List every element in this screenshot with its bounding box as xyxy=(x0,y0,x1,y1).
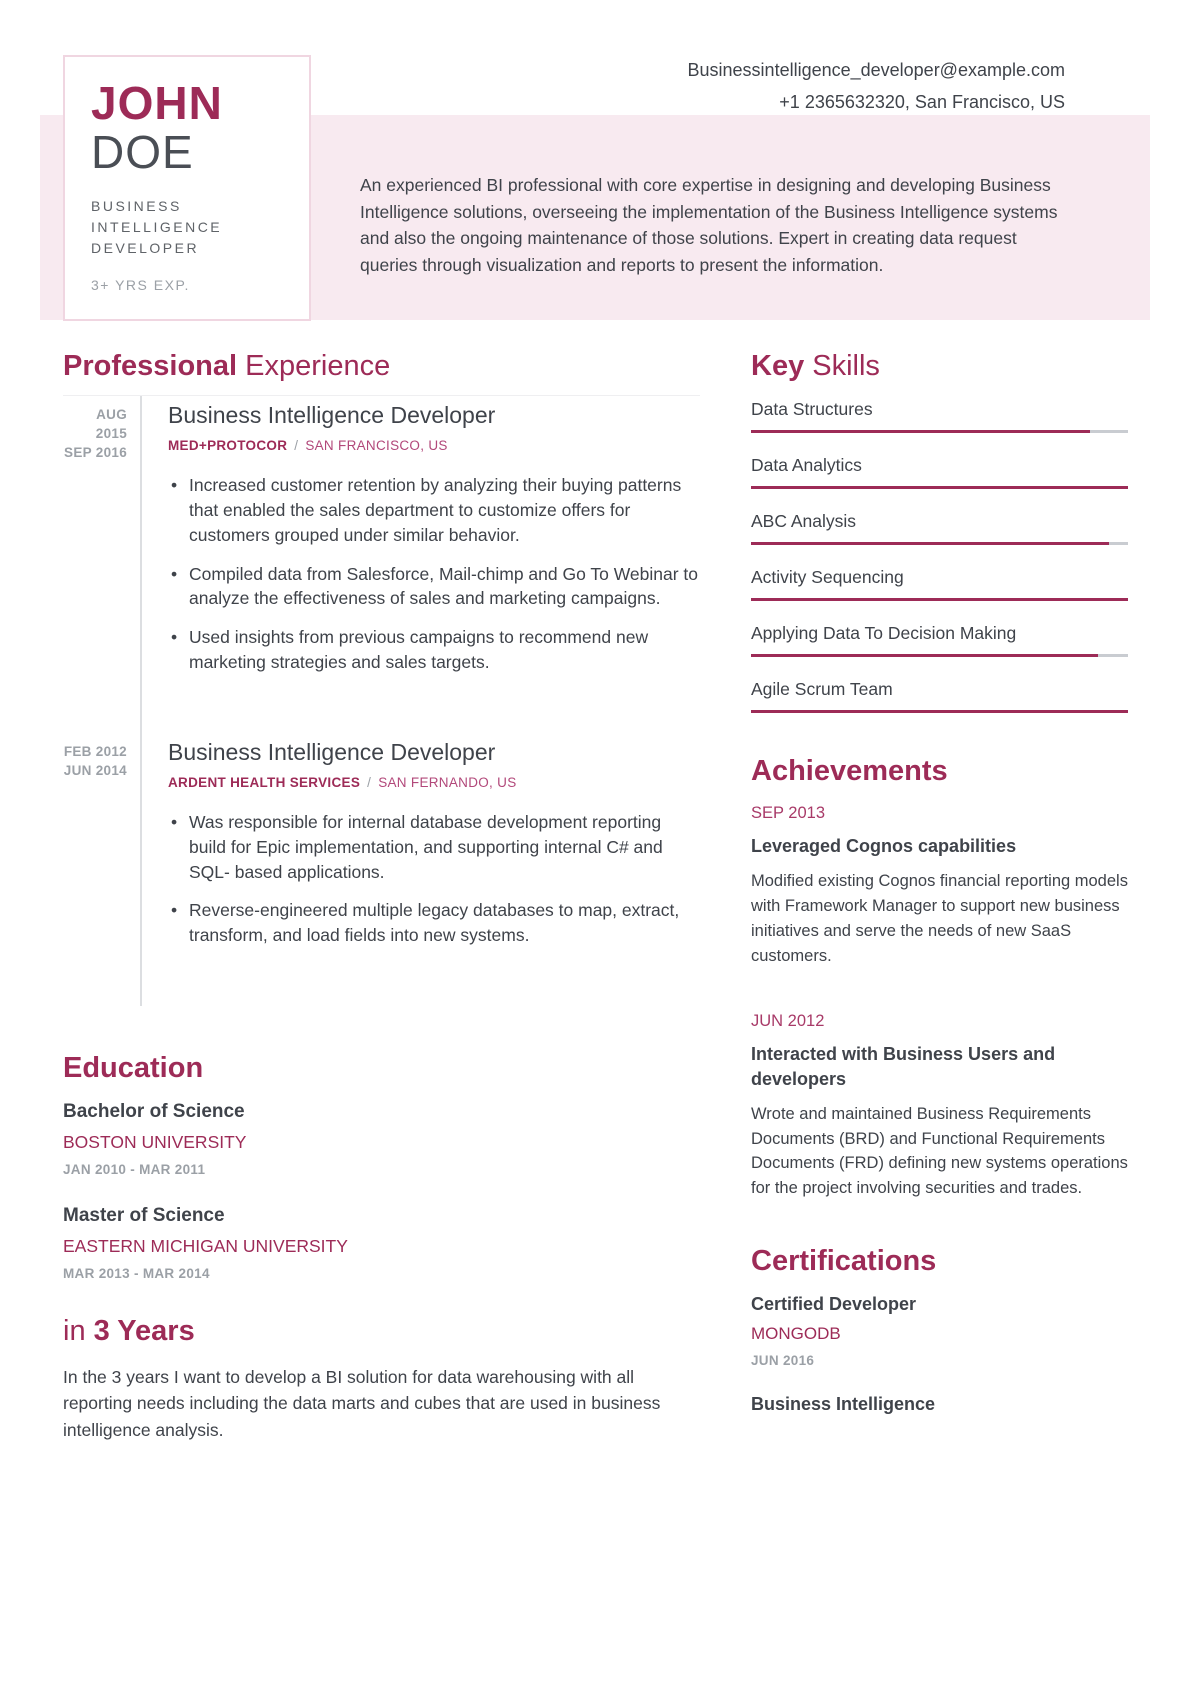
skill-item xyxy=(751,455,1128,489)
job-entry xyxy=(63,733,700,1006)
skills-list xyxy=(751,399,1128,713)
job-location: SAN FRANCISCO, US xyxy=(305,438,448,453)
meta-separator: / xyxy=(294,438,299,453)
education-section xyxy=(63,1052,700,1281)
heading-bold: Certifications xyxy=(751,1244,937,1277)
skill-label: Agile Scrum Team xyxy=(751,679,893,699)
job-date-from: AUG 2015 xyxy=(95,407,127,441)
job-company: ARDENT HEALTH SERVICES xyxy=(168,774,361,790)
skill-bar xyxy=(751,710,1128,713)
school: BOSTON UNIVERSITY xyxy=(63,1132,247,1153)
main-content xyxy=(0,330,1191,1443)
job-meta xyxy=(168,775,700,790)
skill-item xyxy=(751,623,1128,657)
job-bullet: • Used insights from previous campaigns to recommend new marketing strategies and sales targets. xyxy=(168,625,700,675)
skill-item xyxy=(751,511,1128,545)
future-goals-section xyxy=(63,1315,700,1443)
job-date-from: FEB 2012 xyxy=(63,743,127,759)
first-name: JOHN xyxy=(91,77,223,129)
contact-phone-location: +1 2365632320, San Francisco, US xyxy=(779,91,1065,112)
achievements-section xyxy=(751,755,1128,1201)
job-entry xyxy=(63,396,700,733)
degree: Bachelor of Science xyxy=(63,1101,245,1123)
job-body xyxy=(140,733,700,1006)
heading-regular: Skills xyxy=(812,350,880,382)
skill-bar xyxy=(751,654,1128,657)
job-bullet: • Was responsible for internal database development reporting build for Epic implementation, and supporting internal C# and SQL- based applications. xyxy=(168,810,700,885)
job-body xyxy=(140,396,700,733)
role-title: BUSINESS INTELLIGENCE DEVELOPER xyxy=(91,197,223,256)
skills-section-heading xyxy=(751,350,1128,383)
experience-badge: 3+ YRS EXP. xyxy=(91,276,190,293)
skill-bar-fill xyxy=(751,486,1128,489)
certifications-section-heading xyxy=(751,1245,1128,1278)
heading-regular: in xyxy=(63,1315,86,1348)
job-dates xyxy=(63,733,140,1006)
skill-item xyxy=(751,567,1128,601)
certification-entry xyxy=(751,1294,1128,1368)
meta-separator: / xyxy=(367,774,372,790)
heading-bold: Education xyxy=(63,1052,204,1085)
heading-regular: Experience xyxy=(245,350,391,382)
education-entry xyxy=(63,1101,700,1177)
achievements-section-heading xyxy=(751,755,1128,788)
name-box xyxy=(63,55,311,321)
school: EASTERN MICHIGAN UNIVERSITY xyxy=(63,1236,348,1257)
certification-org: MONGODB xyxy=(751,1323,841,1343)
job-company: MED+PROTOCOR xyxy=(168,438,288,453)
education-entry xyxy=(63,1205,700,1281)
heading-bold: Key xyxy=(751,350,805,382)
skill-bar-fill xyxy=(751,430,1090,433)
achievement-entry xyxy=(751,1012,1128,1201)
heading-bold: Professional xyxy=(63,350,238,382)
achievement-title: Leveraged Cognos capabilities xyxy=(751,836,1017,856)
skill-bar xyxy=(751,430,1128,433)
job-bullet-list xyxy=(168,473,700,675)
skill-item xyxy=(751,679,1128,713)
achievement-title: Interacted with Business Users and developers xyxy=(751,1044,1056,1089)
skill-label: Data Analytics xyxy=(751,455,862,475)
job-bullet: • Increased customer retention by analyzing their buying patterns that enabled the sales department to customize offers for customers grouped under similar behavior. xyxy=(168,473,700,548)
education-dates: JAN 2010 - MAR 2011 xyxy=(63,1162,206,1178)
skill-bar-fill xyxy=(751,654,1098,657)
job-location: SAN FERNANDO, US xyxy=(378,774,517,790)
degree: Master of Science xyxy=(63,1205,225,1227)
job-date-to: SEP 2016 xyxy=(64,444,127,460)
skill-label: Activity Sequencing xyxy=(751,567,904,587)
education-dates: MAR 2013 - MAR 2014 xyxy=(63,1266,210,1282)
achievement-text: Wrote and maintained Business Requirements Documents (BRD) and Functional Requirements Documents (FRD) defining new systems operations for the project involving securities and trades. xyxy=(751,1104,1128,1198)
certification-title: Certified Developer xyxy=(751,1293,917,1314)
future-section-heading xyxy=(63,1315,700,1348)
skill-bar-fill xyxy=(751,598,1128,601)
skill-bar xyxy=(751,486,1128,489)
certification-date: JUN 2016 xyxy=(751,1352,815,1368)
achievement-entry xyxy=(751,804,1128,968)
job-title: Business Intelligence Developer xyxy=(168,738,496,765)
job-date-to: JUN 2014 xyxy=(63,762,127,778)
skill-label: Data Structures xyxy=(751,399,873,419)
job-meta xyxy=(168,438,700,453)
right-column xyxy=(751,350,1128,1443)
job-dates xyxy=(63,396,140,733)
contact-email: Businessintelligence_developer@example.com xyxy=(687,60,1065,80)
contact-block xyxy=(688,55,1065,118)
heading-bold: Achievements xyxy=(751,755,948,787)
certification-entry xyxy=(751,1394,1128,1415)
skill-bar xyxy=(751,598,1128,601)
job-bullet: • Compiled data from Salesforce, Mail-chimp and Go To Webinar to analyze the effectiveness of sales and marketing campaigns. xyxy=(168,562,700,612)
heading-bold: 3 Years xyxy=(93,1315,195,1348)
job-bullet-list xyxy=(168,810,700,948)
certifications-section xyxy=(751,1245,1128,1415)
skill-bar xyxy=(751,542,1128,545)
achievement-text: Modified existing Cognos financial reporting models with Framework Manager to support new business initiatives and serve the needs of new SaaS customers. xyxy=(751,872,1128,965)
job-bullet: • Reverse-engineered multiple legacy databases to map, extract, transform, and load fields into new systems. xyxy=(168,898,700,948)
profile-summary: An experienced BI professional with core expertise in designing and developing Business Intelligence solutions, overseeing the implementation of the Business Intelligence systems and also the ongoing maintenance of those solutions. Expert in creating data request queries through visualization and reports to present the information. xyxy=(360,175,1058,275)
achievement-date: SEP 2013 xyxy=(751,804,826,822)
certification-title: Business Intelligence xyxy=(751,1393,936,1414)
skill-item xyxy=(751,399,1128,433)
header xyxy=(0,0,1191,330)
skill-bar-fill xyxy=(751,542,1109,545)
last-name: DOE xyxy=(91,126,194,179)
experience-section-heading xyxy=(63,350,700,396)
future-goals-text: In the 3 years I want to develop a BI solution for data warehousing with all reporting needs including the data marts and cubes that are used in business intelligence analysis. xyxy=(63,1367,661,1440)
achievement-date: JUN 2012 xyxy=(751,1012,825,1031)
education-section-heading xyxy=(63,1052,700,1085)
left-column xyxy=(63,350,700,1443)
skill-bar-fill xyxy=(751,710,1128,713)
job-title: Business Intelligence Developer xyxy=(168,402,496,428)
skill-label: ABC Analysis xyxy=(751,511,857,531)
skill-label: Applying Data To Decision Making xyxy=(751,623,1017,643)
